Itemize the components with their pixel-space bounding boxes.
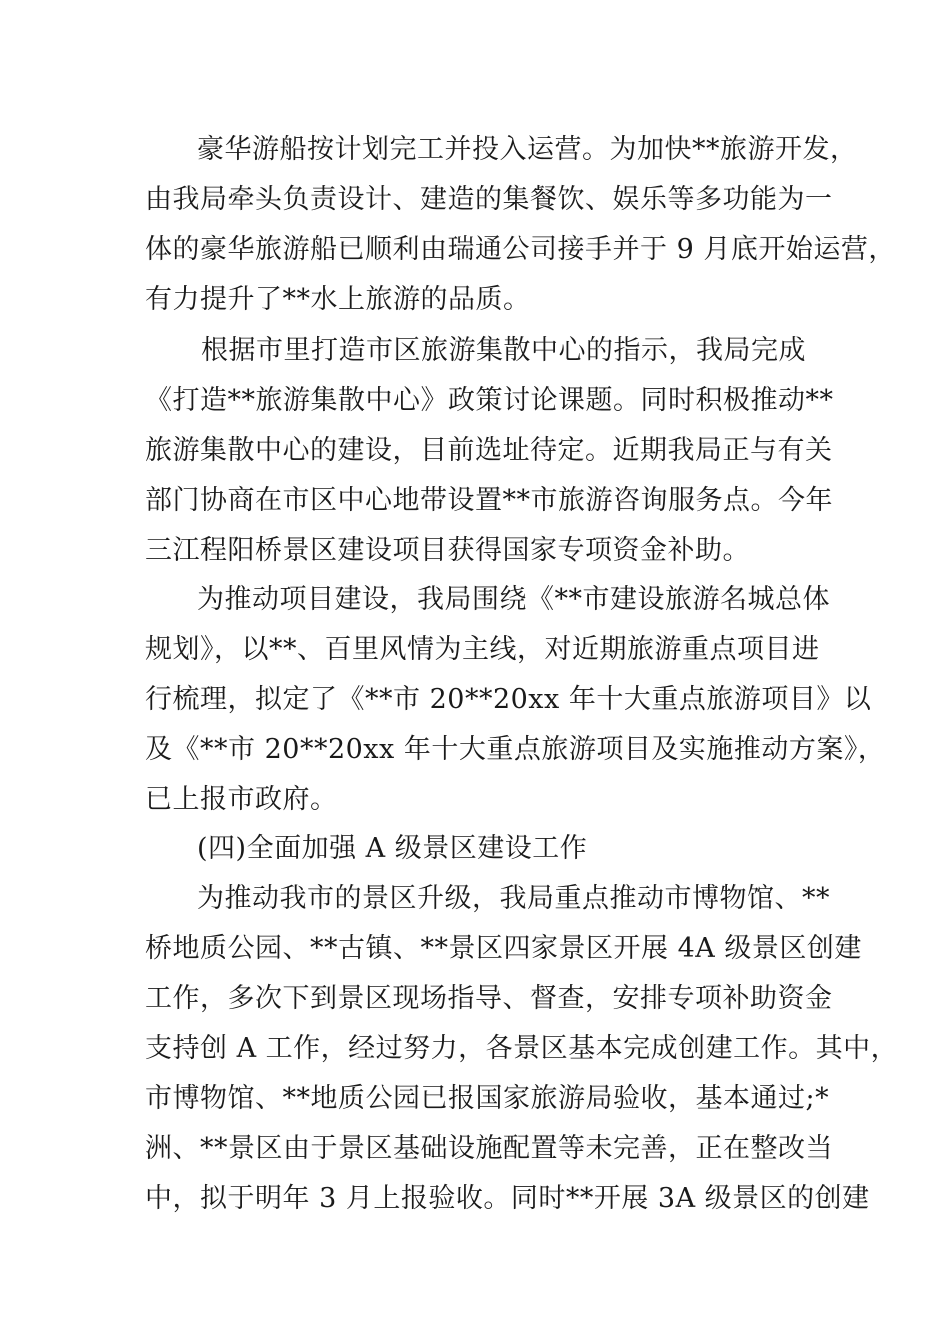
paragraph-3-line-1: 为推动项目建设，我局围绕《**市建设旅游名城总体 — [197, 584, 830, 615]
paragraph-3-line-3: 行梳理，拟定了《**市 20**20xx 年十大重点旅游项目》以 — [145, 684, 872, 715]
paragraph-4-line-2: 桥地质公园、**古镇、**景区四家景区开展 4A 级景区创建 — [145, 933, 862, 964]
paragraph-4-line-6: 洲、**景区由于景区基础设施配置等未完善，正在整改当 — [145, 1133, 833, 1164]
paragraph-3-line-5: 已上报市政府。 — [145, 784, 338, 815]
paragraph-4-line-4: 支持创 A 工作，经过努力，各景区基本完成创建工作。其中， — [145, 1033, 899, 1064]
paragraph-3-line-4: 及《**市 20**20xx 年十大重点旅游项目及实施推动方案》， — [145, 734, 886, 765]
paragraph-4-line-5: 市博物馆、**地质公园已报国家旅游局验收，基本通过;* — [145, 1083, 830, 1114]
paragraph-2-line-2: 《打造**旅游集散中心》政策讨论课题。同时积极推动** — [145, 385, 834, 416]
paragraph-2-line-4: 部门协商在市区中心地带设置**市旅游咨询服务点。今年 — [145, 485, 833, 516]
section-heading: (四)全面加强 A 级景区建设工作 — [197, 833, 588, 864]
paragraph-4-line-1: 为推动我市的景区升级，我局重点推动市博物馆、** — [197, 883, 830, 914]
paragraph-3-line-2: 规划》，以**、百里风情为主线，对近期旅游重点项目进 — [145, 634, 820, 665]
paragraph-1-line-2: 由我局牵头负责设计、建造的集餐饮、娱乐等多功能为一 — [145, 184, 833, 215]
paragraph-4-line-3: 工作，多次下到景区现场指导、督查，安排专项补助资金 — [145, 983, 833, 1014]
paragraph-1-line-4: 有力提升了**水上旅游的品质。 — [145, 284, 531, 315]
paragraph-2-line-1: 根据市里打造市区旅游集散中心的指示，我局完成 — [201, 335, 806, 366]
paragraph-1-line-1: 豪华游船按计划完工并投入运营。为加快**旅游开发， — [197, 134, 858, 165]
paragraph-2-line-5: 三江程阳桥景区建设项目获得国家专项资金补助。 — [145, 535, 750, 566]
paragraph-4-line-7: 中，拟于明年 3 月上报验收。同时**开展 3A 级景区的创建 — [145, 1183, 870, 1214]
paragraph-2-line-3: 旅游集散中心的建设，目前选址待定。近期我局正与有关 — [145, 435, 833, 466]
paragraph-1-line-3: 体的豪华旅游船已顺利由瑞通公司接手并于 9 月底开始运营， — [145, 234, 896, 265]
